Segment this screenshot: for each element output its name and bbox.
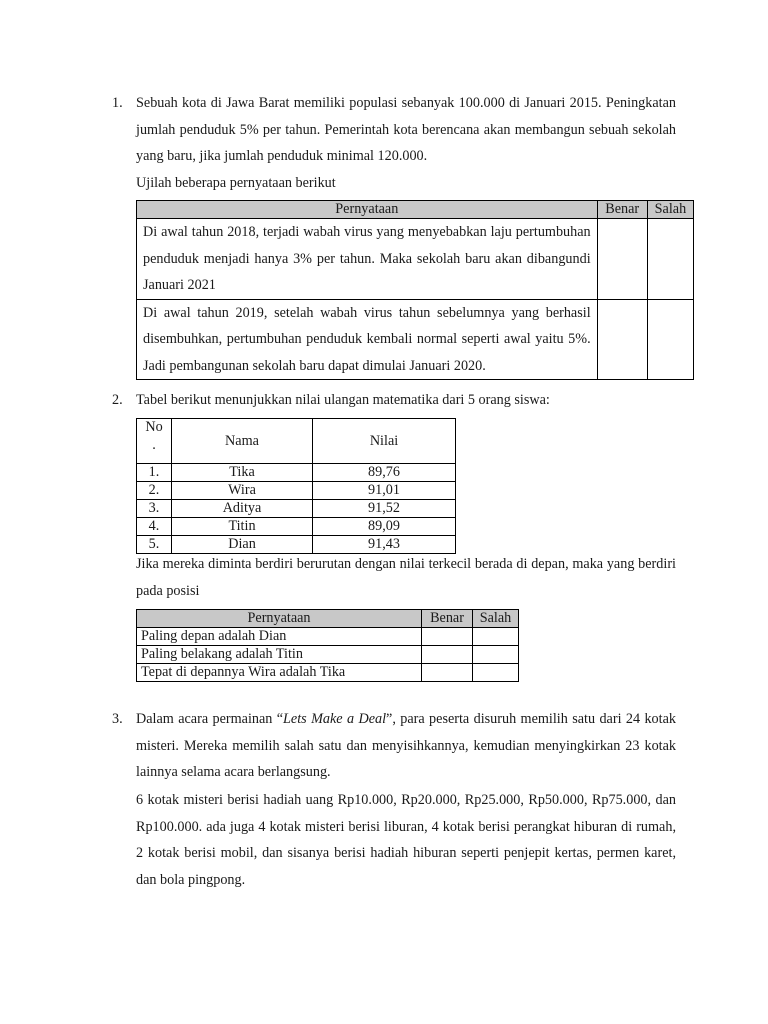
student-name: Dian [172,536,313,554]
table-row [137,518,456,536]
show-title: Lets Make a Deal [283,711,387,727]
question-1-statement-table [136,200,694,380]
statement-cell: Paling depan adalah Dian [137,628,422,646]
no-header-dot: . [152,437,156,453]
salah-answer-cell[interactable] [473,646,519,664]
statement-cell: Paling belakang adalah Titin [137,646,422,664]
student-name: Aditya [172,500,313,518]
student-score: 89,76 [313,464,456,482]
question-2-question: Jika mereka diminta berdiri berurutan dengan nilai terkecil berada di depan, maka yang berdiri pada posisi [136,556,676,599]
student-name: Wira [172,482,313,500]
row-number: 5. [137,536,172,554]
table-row [137,482,456,500]
column-header-no [137,419,172,464]
student-score: 89,09 [313,518,456,536]
table-row [137,219,694,300]
table-row [137,646,519,664]
table-row [137,500,456,518]
column-header-benar: Benar [597,201,647,219]
salah-answer-cell[interactable] [647,299,693,380]
column-header-nama: Nama [172,419,313,464]
salah-answer-cell[interactable] [647,219,693,300]
student-score: 91,52 [313,500,456,518]
question-2-statement-table [136,609,519,682]
student-score: 91,43 [313,536,456,554]
table-row [137,299,694,380]
column-header-benar: Benar [422,610,473,628]
question-2-number: 2. [112,392,123,408]
row-number: 2. [137,482,172,500]
paragraph-text: ”, para peserta disuruh memilih satu dari 24 kotak misteri. Mereka memilih salah satu dan menyisihkannya, kemudian menyingkirkan 23 kotak lainnya selama acara berlangsung. [136,711,676,780]
column-header-nilai: Nilai [313,419,456,464]
student-name: Tika [172,464,313,482]
row-number: 4. [137,518,172,536]
table-row [137,464,456,482]
no-header-text: No [145,419,163,435]
statement-cell: Tepat di depannya Wira adalah Tika [137,664,422,682]
benar-answer-cell[interactable] [422,646,473,664]
paragraph-text: Dalam acara permainan “ [136,711,284,727]
benar-answer-cell[interactable] [422,664,473,682]
table-row [137,664,519,682]
salah-answer-cell[interactable] [473,664,519,682]
column-header-salah: Salah [473,610,519,628]
question-1-number: 1. [112,95,123,111]
statement-cell: Di awal tahun 2019, setelah wabah virus tahun sebelumnya yang berhasil disembuhkan, pertumbuhan penduduk kembali normal seperti awal yaitu 5%. Jadi pembangunan sekolah baru dapat dimulai Januari 2020. [137,299,598,380]
question-3-paragraph-1 [136,706,676,786]
column-header-pernyataan: Pernyataan [137,610,422,628]
column-header-salah: Salah [647,201,693,219]
benar-answer-cell[interactable] [422,628,473,646]
score-table [136,418,456,554]
question-1-prompt: Ujilah beberapa pernyataan berikut [136,175,336,191]
salah-answer-cell[interactable] [473,628,519,646]
question-3-number: 3. [112,711,123,727]
statement-cell: Di awal tahun 2018, terjadi wabah virus yang menyebabkan laju pertumbuhan penduduk menjadi hanya 3% per tahun. Maka sekolah baru akan dibangundi Januari 2021 [137,219,598,300]
benar-answer-cell[interactable] [597,219,647,300]
student-score: 91,01 [313,482,456,500]
question-3-paragraph-2: 6 kotak misteri berisi hadiah uang Rp10.000, Rp20.000, Rp25.000, Rp50.000, Rp75.000, dan Rp100.000. ada juga 4 kotak misteri berisi liburan, 4 kotak berisi perangkat hiburan di rumah, 2 kotak berisi mobil, dan sisanya berisi hadiah hiburan seperti penjepit kertas, permen karet, dan bola pingpong. [136,792,676,888]
row-number: 1. [137,464,172,482]
benar-answer-cell[interactable] [597,299,647,380]
student-name: Titin [172,518,313,536]
row-number: 3. [137,500,172,518]
column-header-pernyataan: Pernyataan [137,201,598,219]
table-row [137,628,519,646]
question-1-paragraph: Sebuah kota di Jawa Barat memiliki populasi sebanyak 100.000 di Januari 2015. Peningkatan jumlah penduduk 5% per tahun. Pemerintah kota berencana akan membangun sebuah sekolah yang baru, jika jumlah penduduk minimal 120.000. [136,95,676,164]
question-2-intro: Tabel berikut menunjukkan nilai ulangan matematika dari 5 orang siswa: [136,392,550,408]
